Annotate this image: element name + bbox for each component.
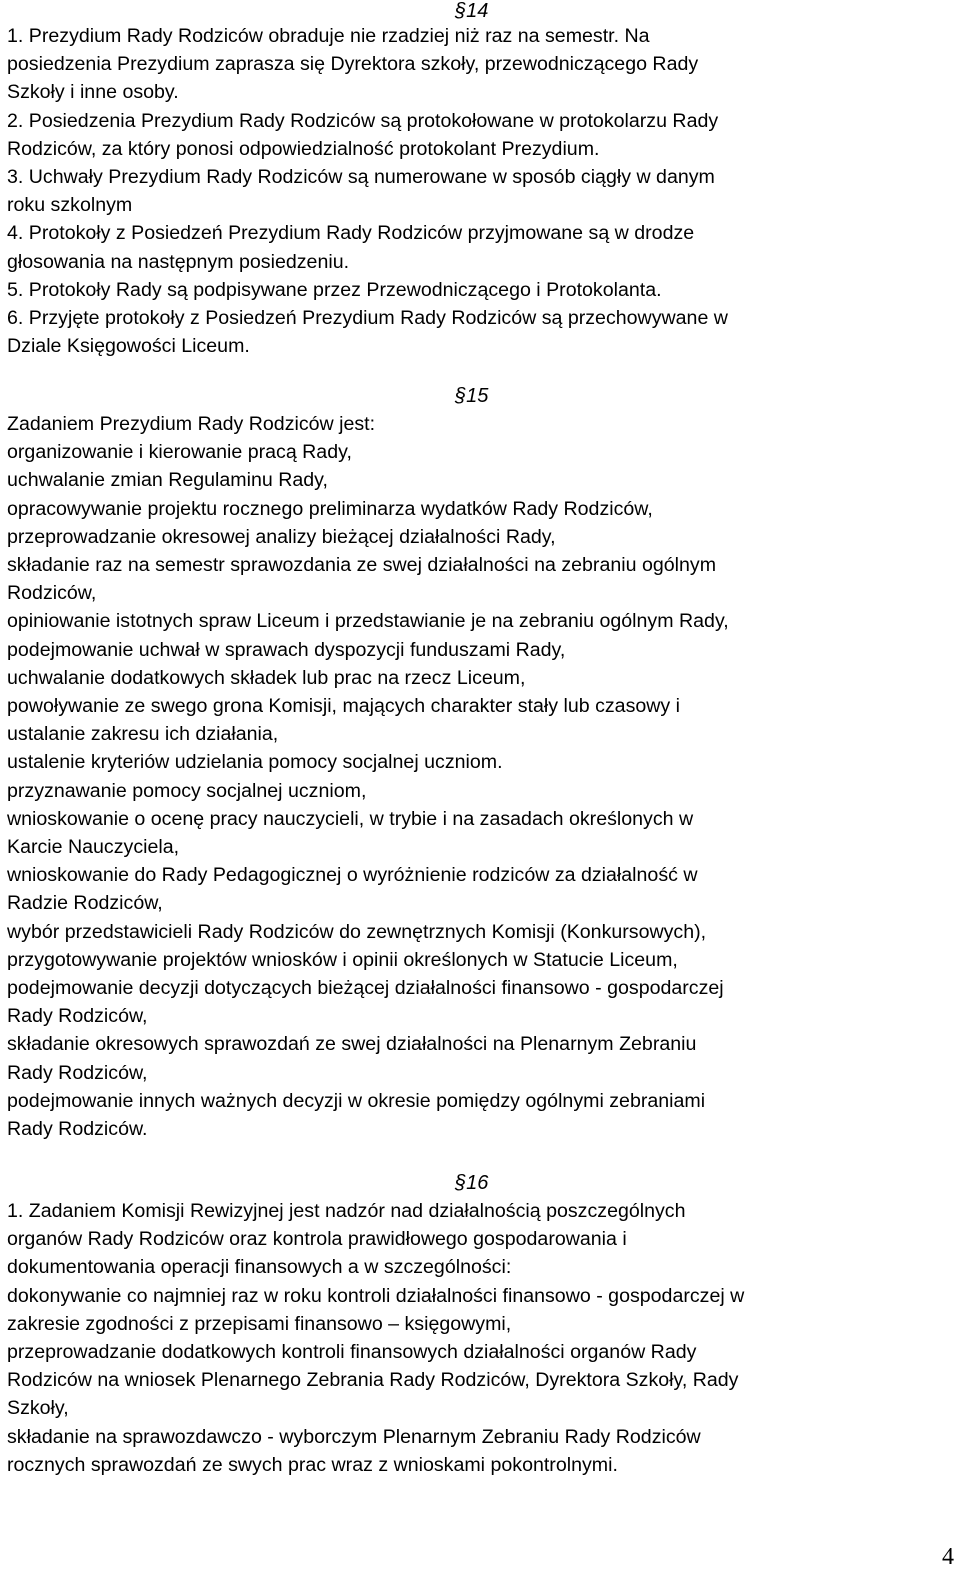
text-line: podejmowanie decyzji dotyczących bieżącej działalności finansowo - gospodarczej <box>7 977 724 1000</box>
text-line: 6. Przyjęte protokoły z Posiedzeń Prezydium Rady Rodziców są przechowywane w <box>7 307 728 330</box>
text-line: wnioskowanie do Rady Pedagogicznej o wyróżnienie rodziców za działalność w <box>7 864 698 887</box>
text-line: Karcie Nauczyciela, <box>7 836 180 859</box>
text-line: 1. Prezydium Rady Rodziców obraduje nie rzadziej niż raz na semestr. Na <box>7 25 650 47</box>
text-line: składanie raz na semestr sprawozdania ze swej działalności na zebraniu ogólnym <box>7 554 717 577</box>
text-line: Szkoły i inne osoby. <box>7 81 179 104</box>
text-line: 2. Posiedzenia Prezydium Rady Rodziców są protokołowane w protokolarzu Rady <box>7 109 719 132</box>
text-line: opiniowanie istotnych spraw Liceum i przedstawianie je na zebraniu ogólnym Rady, <box>7 610 729 633</box>
text-line: 1. Zadaniem Komisji Rewizyjnej jest nadzór nad działalnością poszczególnych <box>7 1200 686 1222</box>
page-number: 4 <box>942 1544 954 1570</box>
section-14 <box>7 0 952 360</box>
text-line: wybór przedstawicieli Rady Rodziców do zewnętrznych Komisji (Konkursowych), <box>7 920 707 943</box>
text-line: uchwalanie zmian Regulaminu Rady, <box>7 469 328 492</box>
section-heading-text: §15 <box>455 385 489 407</box>
text-line: Dziale Księgowości Liceum. <box>7 335 250 358</box>
text-line: 5. Protokoły Rady są podpisywane przez Przewodniczącego i Protokolanta. <box>7 278 662 301</box>
text-line: rocznych sprawozdań ze swych prac wraz z wnioskami pokontrolnymi. <box>7 1453 618 1476</box>
text-line: głosowania na następnym posiedzeniu. <box>7 250 350 273</box>
text-line: przeprowadzanie okresowej analizy bieżącej działalności Rady, <box>7 525 556 548</box>
text-line: Zadaniem Prezydium Rady Rodziców jest: <box>7 413 376 435</box>
text-line: Rady Rodziców, <box>7 1061 148 1084</box>
section-heading <box>7 0 952 22</box>
text-line: wnioskowanie o ocenę pracy nauczycieli, w trybie i na zasadach określonych w <box>7 807 694 830</box>
text-line: podejmowanie innych ważnych decyzji w okresie pomiędzy ogólnymi zebraniami <box>7 1089 706 1112</box>
text-line: ustalanie zakresu ich działania, <box>7 723 279 746</box>
text-line: Szkoły, <box>7 1397 69 1420</box>
text-line: Rodziców na wniosek Plenarnego Zebrania Rady Rodziców, Dyrektora Szkoły, Rady <box>7 1369 739 1392</box>
text-line: składanie okresowych sprawozdań ze swej działalności na Plenarnym Zebraniu <box>7 1033 697 1056</box>
section-body <box>7 410 952 1143</box>
text-line: organów Rady Rodziców oraz kontrola prawidłowego gospodarowania i <box>7 1228 627 1251</box>
text-line: opracowywanie projektu rocznego preliminarza wydatków Rady Rodziców, <box>7 497 653 520</box>
text-line: Rady Rodziców. <box>7 1118 148 1141</box>
text-line: uchwalanie dodatkowych składek lub prac na rzecz Liceum, <box>7 666 526 689</box>
text-line: podejmowanie uchwał w sprawach dyspozycji funduszami Rady, <box>7 638 566 661</box>
text-line: Radzie Rodziców, <box>7 892 163 915</box>
section-heading <box>7 1169 952 1197</box>
text-line: organizowanie i kierowanie pracą Rady, <box>7 441 352 464</box>
section-heading <box>7 382 952 410</box>
section-15 <box>7 382 952 1143</box>
text-line: składanie na sprawozdawczo - wyborczym Plenarnym Zebraniu Rady Rodziców <box>7 1425 701 1448</box>
section-heading-text: §14 <box>455 0 489 22</box>
section-16 <box>7 1169 952 1479</box>
section-body <box>7 1197 952 1479</box>
text-line: roku szkolnym <box>7 194 133 217</box>
text-line: 3. Uchwały Prezydium Rady Rodziców są numerowane w sposób ciągły w danym <box>7 166 715 189</box>
text-line: Rodziców, za który ponosi odpowiedzialność protokolant Prezydium. <box>7 137 600 160</box>
text-line: posiedzenia Prezydium zaprasza się Dyrektora szkoły, przewodniczącego Rady <box>7 53 699 76</box>
text-line: Rady Rodziców, <box>7 1005 148 1028</box>
section-heading-text: §16 <box>455 1172 489 1194</box>
text-line: przyznawanie pomocy socjalnej uczniom, <box>7 779 367 802</box>
text-line: ustalenie kryteriów udzielania pomocy socjalnej uczniom. <box>7 751 503 774</box>
text-line: przygotowywanie projektów wniosków i opinii określonych w Statucie Liceum, <box>7 948 678 971</box>
text-line: zakresie zgodności z przepisami finansowo – księgowymi, <box>7 1312 512 1335</box>
text-line: 4. Protokoły z Posiedzeń Prezydium Rady Rodziców przyjmowane są w drodze <box>7 222 695 245</box>
text-line: dokonywanie co najmniej raz w roku kontroli działalności finansowo - gospodarczej w <box>7 1284 745 1307</box>
text-line: dokumentowania operacji finansowych a w szczególności: <box>7 1256 512 1279</box>
section-body <box>7 22 952 360</box>
text-line: Rodziców, <box>7 582 97 605</box>
text-line: powoływanie ze swego grona Komisji, mających charakter stały lub czasowy i <box>7 695 681 718</box>
text-line: przeprowadzanie dodatkowych kontroli finansowych działalności organów Rady <box>7 1341 697 1364</box>
